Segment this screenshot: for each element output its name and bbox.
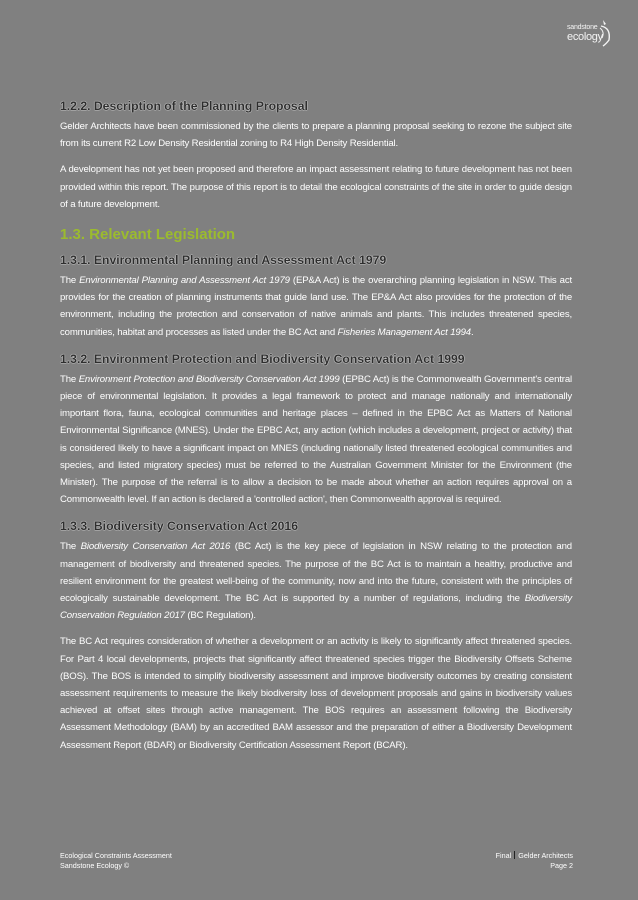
footer-right [496, 851, 573, 871]
paragraph-planning-proposal-1: Gelder Architects have been commissioned by the clients to prepare a planning proposal seeking to rezone the subject site from its current R2 Low Density Residential zoning to R4 High Density Residential. [60, 121, 572, 150]
paragraph-bc-act-2: The BC Act requires consideration of whether a development or an activity is likely to significantly affect threatened species. For Part 4 local developments, projects that significantly affect threatened species trigger the Biodiversity Offsets Scheme (BOS). The BOS is intended to simplify biodiversity assessment and improve biodiversity outcomes by creating consistent assessment requirements to measure the likely biodiversity loss of development proposals and gains in biodiversity values achieved at offset sites through active management. The BOS requires an assessment following the Biodiversity Assessment Methodology (BAM) by an accredited BAM assessor and the preparation of either a Biodiversity Development Assessment Report (BDAR) or Biodiversity Certification Assessment Report (BCAR). [60, 636, 572, 751]
paragraph-bc-act-1: The Biodiversity Conservation Act 2016 (BC Act) is the key piece of legislation in NSW relating to the protection and management of biodiversity and threatened species. The purpose of the BC Act is to maintain a healthy, productive and resilient environment for the greatest well-being of the community, now and into the future, consistent with the principles of ecologically sustainable development. The BC Act is supported by a number of regulations, including the Biodiversity Conservation Regulation 2017 (BC Regulation). [60, 541, 572, 622]
heading-1-2-2: 1.2.2. Description of the Planning Proposal [60, 99, 308, 113]
bird-leaf-icon [597, 18, 617, 48]
footer-status: Final [495, 851, 512, 860]
paragraph-planning-proposal-2: A development has not yet been proposed and therefore an impact assessment relating to future development has not been provided within this report. The purpose of this report is to detail the ecological constraints of the site in order to guide design of a future development. [60, 164, 572, 210]
heading-1-3-1: 1.3.1. Environmental Planning and Assessment Act 1979 [60, 253, 387, 268]
company-logo [567, 18, 617, 48]
paragraph-epa-act: The Environmental Planning and Assessment Act 1979 (EP&A Act) is the overarching planning legislation in NSW. This act provides for the creation of planning instruments that guide land use. The EP&A Act also provides for the protection of the environment, including the protection and conservation of native animals and plants. This includes threatened species, communities, habitat and processes as listed under the BC Act and Fisheries Management Act 1994. [60, 275, 572, 338]
footer-left [60, 851, 172, 871]
paragraph-epbc-act: The Environment Protection and Biodiversity Conservation Act 1999 (EPBC Act) is the Commonwealth Government's central piece of environmental legislation. It provides a legal framework to protect and manage nationally and internationally important flora, fauna, ecological communities and heritage places – defined in the EPBC Act as Matters of National Environmental Significance (MNES). Under the EPBC Act, any action (which includes a development, project or activity) that is considered likely to have a significant impact on MNES (including nationally listed threatened ecological communities and species, and listed migratory species) must be referred to the Australian Government Minister for the Environment (the Minister). The purpose of the referral is to allow a decision to be made about whether an action requires approval on a Commonwealth level. If an action is declared a 'controlled action', then Commonwealth approval is required. [60, 373, 572, 506]
footer-document-title: Ecological Constraints Assessment [60, 851, 172, 860]
footer-client: Gelder Architects [518, 851, 573, 860]
heading-1-3: 1.3. Relevant Legislation [60, 226, 236, 244]
heading-1-3-3: 1.3.3. Biodiversity Conservation Act 2016 [60, 519, 298, 534]
logo-text-line1: sandstone [567, 24, 598, 31]
footer-separator [514, 851, 515, 859]
document-body [60, 98, 572, 754]
logo-text-line2: ecology [567, 31, 603, 43]
heading-1-3-2: 1.3.2. Environment Protection and Biodiversity Conservation Act 1999 [60, 351, 465, 366]
footer-copyright: Sandstone Ecology © [60, 861, 130, 870]
footer-page-number: Page 2 [550, 861, 573, 870]
